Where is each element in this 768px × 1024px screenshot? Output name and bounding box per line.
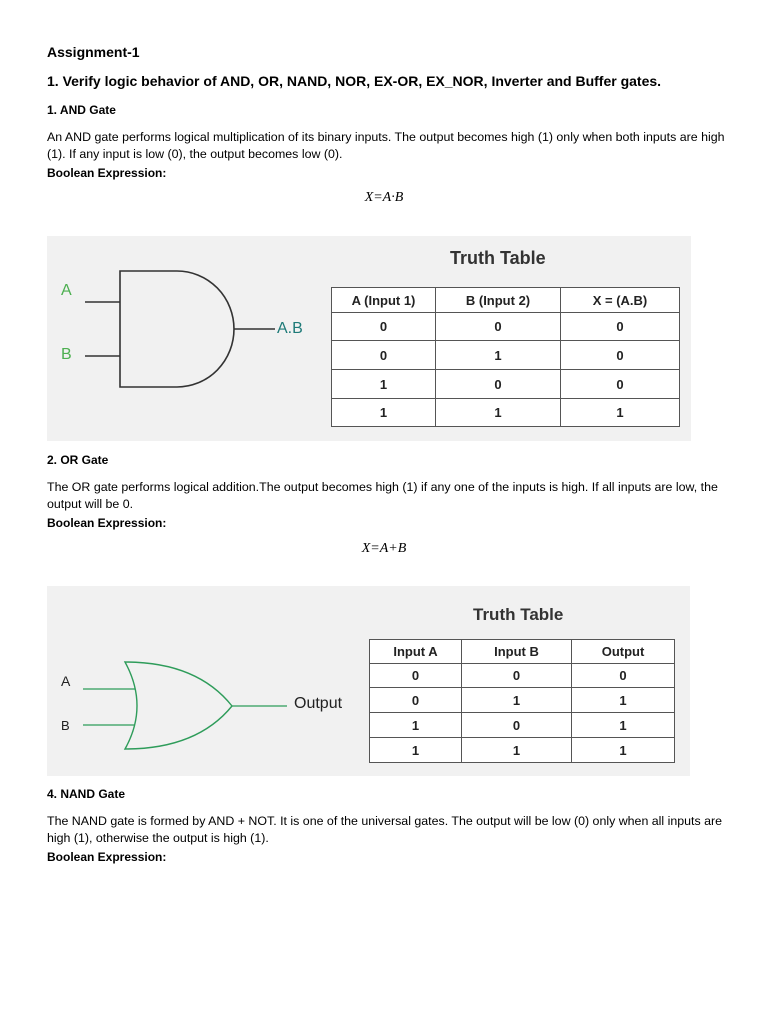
and-expression: X=A·B xyxy=(364,190,404,205)
or-gate-figure xyxy=(47,586,690,776)
table-cell: 1 xyxy=(462,738,572,763)
table-cell: 1 xyxy=(332,399,436,427)
table-row xyxy=(370,738,675,763)
table-row xyxy=(370,713,675,738)
and-gate-description: An AND gate performs logical multiplication of its binary inputs. The output becomes high (1) only when both inputs are high (1). If any input is low (0), the output becomes low (0). xyxy=(47,130,725,161)
or-truth-table-title: Truth Table xyxy=(473,605,564,624)
table-cell: 0 xyxy=(436,370,561,399)
and-header-a: A (Input 1) xyxy=(332,288,436,313)
table-row xyxy=(370,664,675,688)
and-input-b-label: B xyxy=(61,346,72,363)
and-truth-table-title: Truth Table xyxy=(450,248,546,268)
and-gate-heading: 1. AND Gate xyxy=(47,103,116,117)
table-cell: 0 xyxy=(436,313,561,341)
table-cell: 1 xyxy=(436,341,561,370)
or-header-output: Output xyxy=(572,640,675,664)
table-cell: 0 xyxy=(332,341,436,370)
table-row xyxy=(332,313,680,341)
or-gate-heading: 2. OR Gate xyxy=(47,453,109,467)
table-cell: 0 xyxy=(462,664,572,688)
table-cell: 0 xyxy=(561,341,680,370)
nand-expr-label: Boolean Expression: xyxy=(47,850,167,864)
or-header-b: Input B xyxy=(462,640,572,664)
or-truth-table xyxy=(369,639,675,763)
table-cell: 1 xyxy=(572,713,675,738)
table-cell: 0 xyxy=(572,664,675,688)
table-cell: 0 xyxy=(561,313,680,341)
or-output-label: Output xyxy=(294,695,343,712)
and-output-label: A.B xyxy=(277,320,303,337)
and-input-a-label: A xyxy=(61,282,72,299)
and-truth-table xyxy=(331,287,680,427)
or-expression: X=A+B xyxy=(361,541,407,556)
and-header-x: X = (A.B) xyxy=(561,288,680,313)
table-cell: 1 xyxy=(370,713,462,738)
table-cell: 0 xyxy=(462,713,572,738)
table-row xyxy=(332,399,680,427)
task-heading: 1. Verify logic behavior of AND, OR, NAND, NOR, EX-OR, EX_NOR, Inverter and Buffer gates. xyxy=(47,73,662,89)
table-row xyxy=(332,341,680,370)
table-cell: 1 xyxy=(332,370,436,399)
or-gate-description: The OR gate performs logical addition.The output becomes high (1) if any one of the inputs is high. If all inputs are low, the output will be 0. xyxy=(47,480,718,511)
or-expr-label: Boolean Expression: xyxy=(47,516,167,530)
assignment-title: Assignment-1 xyxy=(47,44,140,60)
table-row xyxy=(370,688,675,713)
table-cell: 0 xyxy=(561,370,680,399)
or-input-b-label: B xyxy=(61,718,70,733)
and-expr-label: Boolean Expression: xyxy=(47,166,167,180)
and-gate-figure xyxy=(47,236,691,441)
table-cell: 1 xyxy=(572,738,675,763)
table-cell: 0 xyxy=(332,313,436,341)
or-header-a: Input A xyxy=(370,640,462,664)
table-cell: 1 xyxy=(370,738,462,763)
table-cell: 0 xyxy=(370,688,462,713)
table-cell: 1 xyxy=(572,688,675,713)
table-cell: 0 xyxy=(370,664,462,688)
table-cell: 1 xyxy=(561,399,680,427)
table-row xyxy=(332,370,680,399)
and-header-b: B (Input 2) xyxy=(436,288,561,313)
or-input-a-label: A xyxy=(61,673,71,689)
table-cell: 1 xyxy=(436,399,561,427)
nand-gate-description: The NAND gate is formed by AND + NOT. It is one of the universal gates. The output will be low (0) only when all inputs are high (1), otherwise the output is high (1). xyxy=(47,814,723,845)
nand-gate-heading: 4. NAND Gate xyxy=(47,787,126,801)
table-cell: 1 xyxy=(462,688,572,713)
